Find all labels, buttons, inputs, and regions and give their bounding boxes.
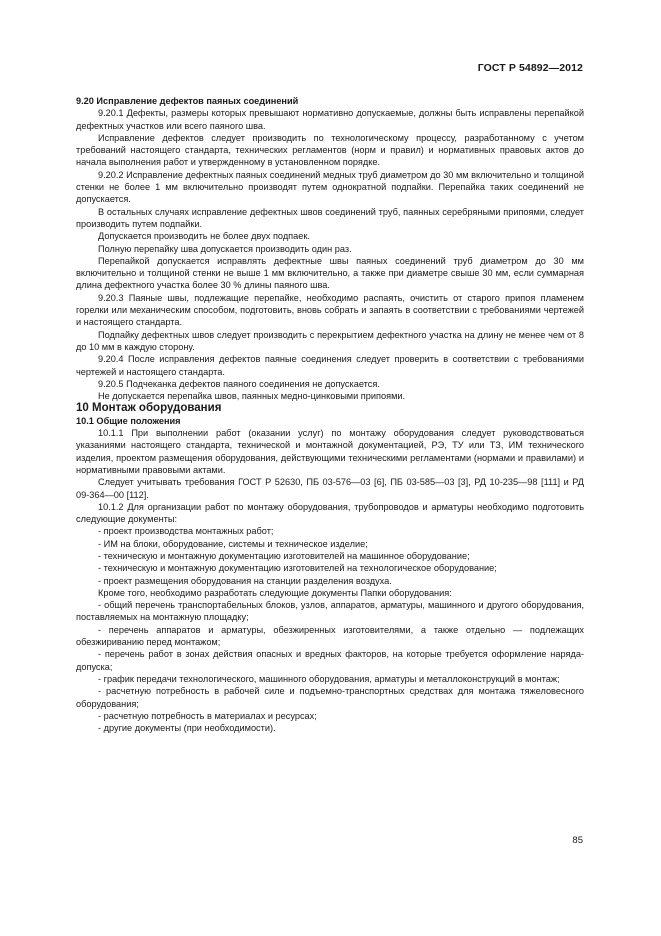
list-item: - расчетную потребность в материалах и ресурсах; (98, 710, 317, 721)
list-item: - техническую и монтажную документацию изготовителей на технологическое оборудование; (98, 563, 497, 574)
paragraph: Следует учитывать требования ГОСТ Р 52630, ПБ 03-576—03 [6], ПБ 03-585—03 [3], РД 10-235—98 [111] и РД 09-364—00 [112]. (76, 477, 584, 500)
page-number: 85 (572, 835, 583, 846)
list-item: - другие документы (при необходимости). (98, 723, 276, 734)
list-item: - ИМ на блоки, оборудование, системы и техническое изделие; (98, 538, 368, 549)
paragraph: Перепайкой допускается исправлять дефектные швы паяных соединений труб диаметром до 30 мм включительно и толщиной стенки не выше 1 мм включительно, а также при диаметре свыше 30 мм, если суммарная длина дефектного участка более 30 % длины паяного шва. (76, 255, 584, 291)
paragraph: 9.20.2 Исправление дефектных паяных соединений медных труб диаметром до 30 мм включительно и толщиной стенки не более 1 мм включительно производят путем однократной подпайки. Перепайка таких соединений не допускается. (76, 169, 584, 205)
list-item: - техническую и монтажную документацию изготовителей на машинное оборудование; (98, 550, 470, 561)
paragraph: 9.20.5 Подчеканка дефектов паяного соединения не допускается. (98, 378, 380, 389)
document-header: ГОСТ Р 54892—2012 (477, 62, 583, 74)
paragraph: Исправление дефектов следует производить по технологическому процессу, разработанному с учетом требований настоящего стандарта, технических регламентов (норм и правил) и нормативных правовых актов до начала выполнения работ и утвержденному в установленном порядке. (76, 132, 584, 168)
list-item: - расчетную потребность в рабочей силе и подъемно-транспортных средствах для монтажа тяжеловесного оборудования; (76, 686, 584, 709)
subsection-heading-10-1: 10.1 Общие положения (76, 415, 181, 426)
list-item: - проект размещения оборудования на станции разделения воздуха. (98, 575, 392, 586)
paragraph: 9.20.3 Паяные швы, подлежащие перепайке, необходимо распаять, очистить от старого припоя пламенем горелки или механическим способом, подготовить, вновь собрать и запаять в соответствии с требованиями чертежей и настоящего стандарта. (76, 292, 584, 328)
section-heading-9-20: 9.20 Исправление дефектов паяных соединений (76, 96, 299, 106)
list-item: - график передачи технологического, машинного оборудования, арматуры и металлоконструкций в монтаж; (98, 673, 560, 684)
section-heading-10: 10 Монтаж оборудования (76, 402, 222, 415)
paragraph: Допускается производить не более двух подпаек. (98, 231, 310, 242)
list-item: - перечень работ в зонах действия опасных и вредных факторов, на которые требуется оформление наряда-допуска; (76, 649, 584, 672)
list-item: - перечень аппаратов и арматуры, обезжиренных изготовителями, а также отдельно — подлежащих обезжириванию перед монтажом; (76, 624, 584, 648)
paragraph: Кроме того, необходимо разработать следующие документы Папки оборудования: (98, 587, 452, 598)
document-body (76, 95, 584, 734)
paragraph: Полную перепайку шва допускается производить один раз. (98, 243, 352, 254)
paragraph: Не допускается перепайка швов, паянных медно-цинковыми припоями. (98, 391, 406, 402)
paragraph: 9.20.4 После исправления дефектов паяные соединения следует проверить в соответствии с требованиями чертежей и настоящего стандарта. (76, 354, 584, 377)
list-item: - проект производства монтажных работ; (98, 526, 274, 537)
paragraph: В остальных случаях исправление дефектных швов соединений труб, паянных серебряными припоями, следует производить путем подпайки. (76, 206, 584, 229)
paragraph: 9.20.1 Дефекты, размеры которых превышают нормативно допускаемые, должны быть исправлены перепайкой дефектных участков или всего паяного шва. (76, 108, 584, 131)
list-item: - общий перечень транспортабельных блоков, узлов, аппаратов, арматуры, машинного и другого оборудования, поставляемых на монтажную площадку; (76, 600, 584, 623)
paragraph: Подпайку дефектных швов следует производить с перекрытием дефектного участка на длину не менее чем от 8 до 10 мм в каждую сторону. (76, 329, 584, 352)
paragraph: 10.1.1 При выполнении работ (оказании услуг) по монтажу оборудования следует руководствоваться указаниями настоящего стандарта, технической и монтажной документацией, РЭ, ТУ или ТЗ, ИМ технического изделия, проектом размещения оборудования, действующими техническими регламентами (нормами и правилами) и нормативными правовыми актами. (76, 428, 584, 475)
paragraph: 10.1.2 Для организации работ по монтажу оборудования, трубопроводов и арматуры необходимо подготовить следующие документы: (76, 501, 584, 525)
